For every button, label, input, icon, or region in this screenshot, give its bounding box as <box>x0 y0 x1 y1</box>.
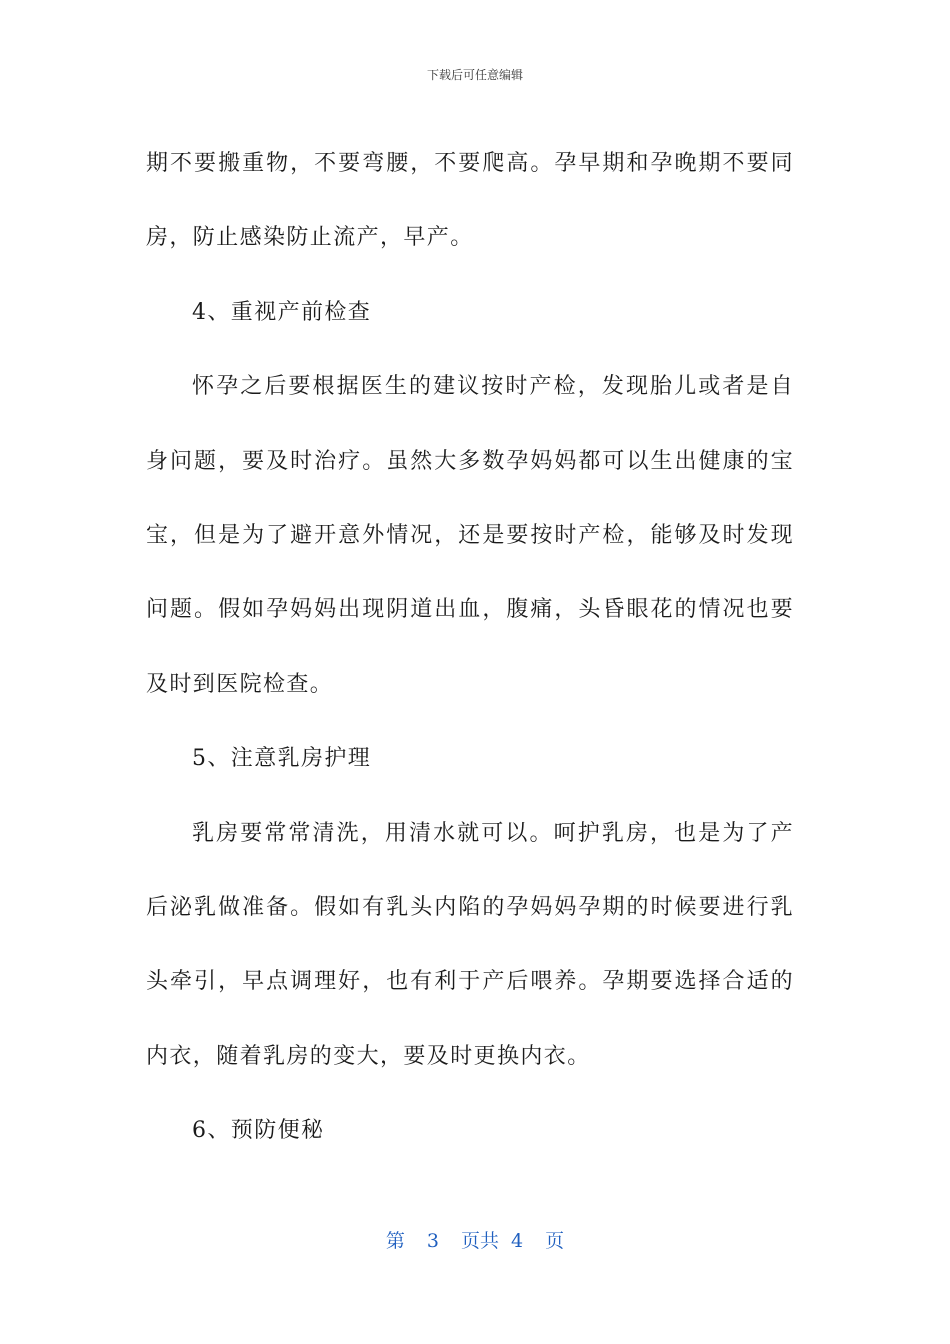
paragraph-prenatal-checkup: 怀孕之后要根据医生的建议按时产检，发现胎儿或者是自身问题，要及时治疗。虽然大多数孕妈妈都可以生出健康的宝宝，但是为了避开意外情况，还是要按时产检，能够及时发现问题。假如孕妈妈出现阴道出血，腹痛，头昏眼花的情况也要及时到医院检查。 <box>146 374 794 697</box>
page-footer <box>0 1226 950 1253</box>
footer-current-page: 3 <box>426 1230 439 1252</box>
paragraph-breast-care: 乳房要常常清洗，用清水就可以。呵护乳房，也是为了产后泌乳做准备。假如有乳头内陷的孕妈妈孕期的时候要进行乳头牵引，早点调理好，也有利于产后喂养。孕期要选择合适的内衣，随着乳房的变大，要及时更换内衣。 <box>146 820 794 1069</box>
document-body <box>146 127 794 1169</box>
footer-middle: 页共 <box>460 1230 499 1252</box>
page-header: 下载后可任意编辑 <box>426 68 523 82</box>
footer-suffix: 页 <box>545 1230 565 1252</box>
section-heading-5: 5、注意乳房护理 <box>192 746 372 772</box>
footer-prefix: 第 <box>385 1230 405 1252</box>
section-heading-6: 6、预防便秘 <box>192 1118 325 1144</box>
footer-total-pages: 4 <box>511 1230 524 1252</box>
paragraph-continued: 期不要搬重物，不要弯腰，不要爬高。孕早期和孕晚期不要同房，防止感染防止流产，早产。 <box>146 151 794 251</box>
section-heading-4: 4、重视产前检查 <box>192 299 372 325</box>
